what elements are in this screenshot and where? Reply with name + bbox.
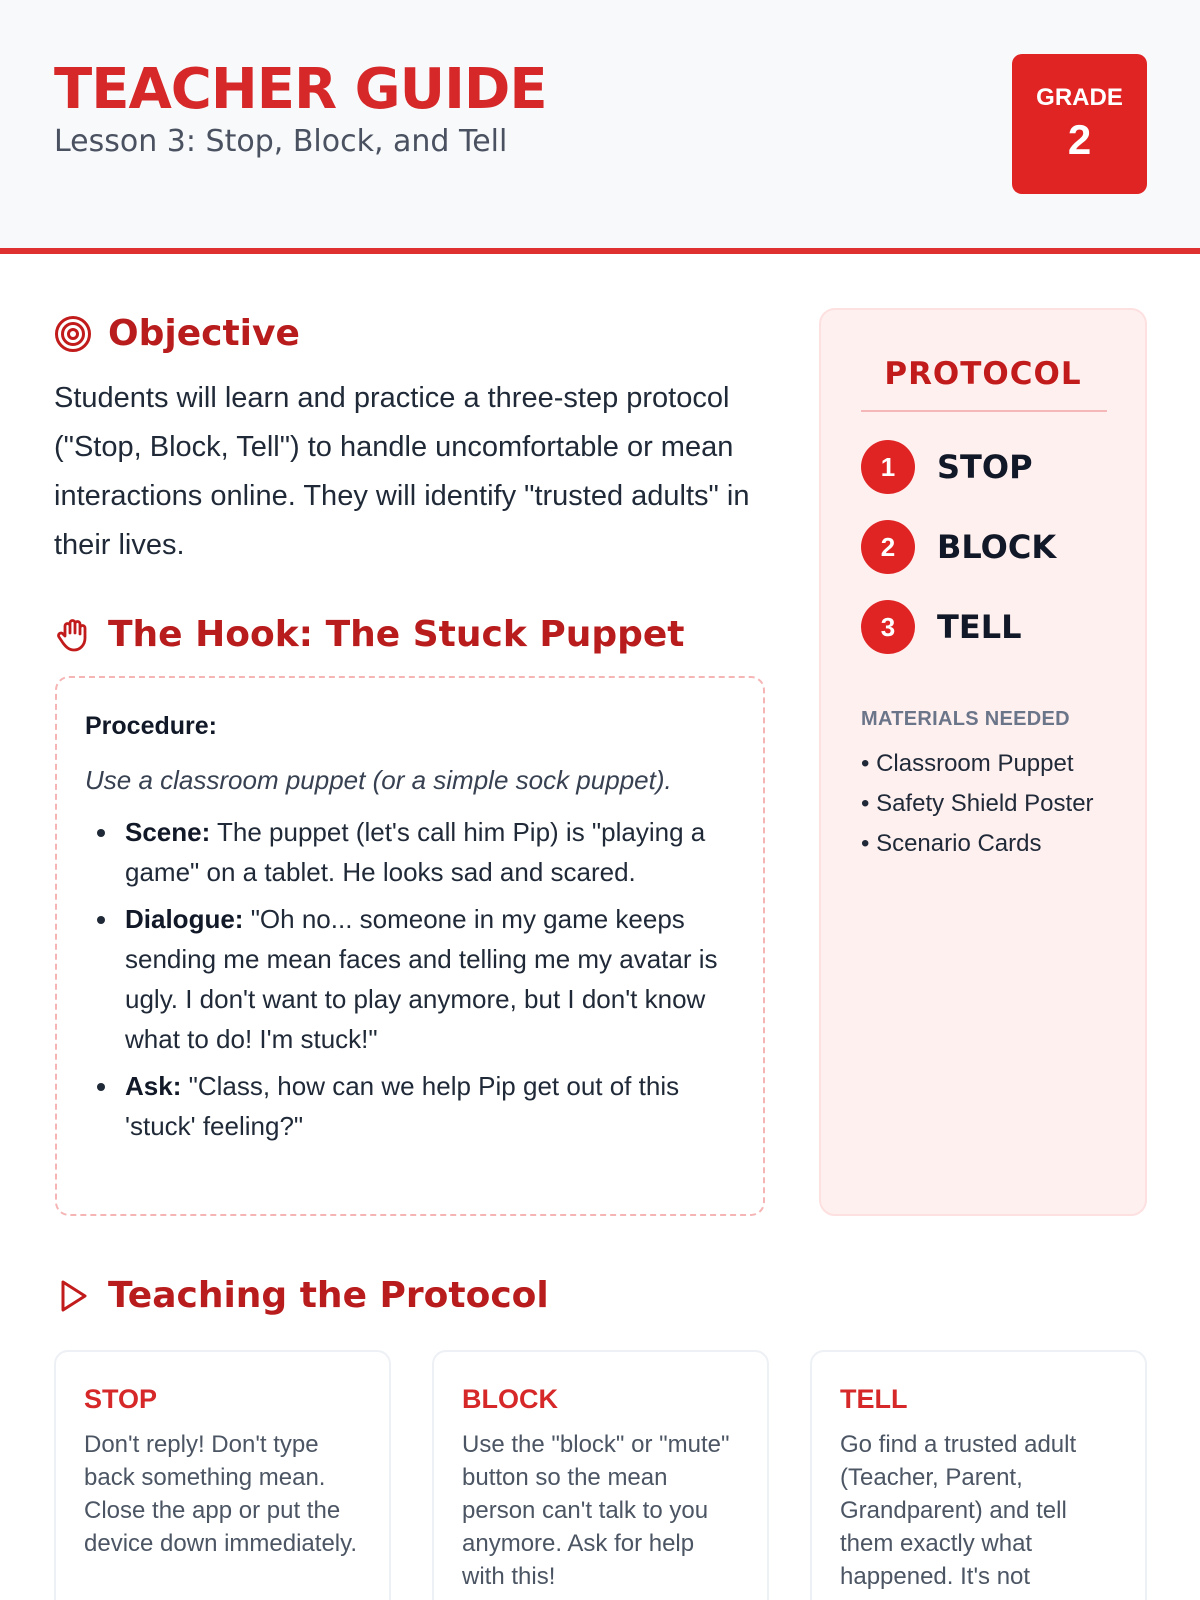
lesson-subtitle: Lesson 3: Stop, Block, and Tell bbox=[54, 124, 508, 159]
item-label: Dialogue: bbox=[125, 904, 244, 934]
procedure-label: Procedure: bbox=[85, 712, 217, 740]
card-title: TELL bbox=[840, 1384, 908, 1414]
card-text: Go find a trusted adult (Teacher, Parent, Grandparent) and tell them exactly what happened. It's not bbox=[840, 1431, 1077, 1590]
item-text: "Class, how can we help Pip get out of this 'stuck' feeling?" bbox=[125, 1071, 680, 1141]
teaching-heading bbox=[54, 1274, 549, 1318]
item-text: "Oh no... someone in my game keeps sending me mean faces and telling me my avatar is ugly. I don't want to play anymore, but I don't know what to do! I'm stuck!" bbox=[125, 904, 718, 1054]
materials-title: MATERIALS NEEDED bbox=[861, 708, 1070, 730]
grade-badge bbox=[1012, 54, 1147, 194]
target-icon bbox=[54, 315, 92, 353]
protocol-step bbox=[861, 440, 1033, 494]
grade-value: 2 bbox=[1067, 116, 1092, 163]
grade-label: GRADE bbox=[1036, 84, 1123, 111]
step-label: BLOCK bbox=[937, 528, 1057, 566]
page-header bbox=[0, 0, 1200, 254]
teaching-title: Teaching the Protocol bbox=[108, 1275, 549, 1316]
hook-heading bbox=[54, 613, 685, 657]
procedure-note: Use a classroom puppet (or a simple sock puppet). bbox=[85, 765, 672, 795]
step-label: STOP bbox=[937, 448, 1033, 486]
card-title: BLOCK bbox=[462, 1384, 558, 1414]
item-label: Scene: bbox=[125, 817, 211, 847]
hook-title: The Hook: The Stuck Puppet bbox=[108, 614, 685, 655]
card-title: STOP bbox=[84, 1384, 158, 1414]
protocol-step bbox=[861, 520, 1056, 574]
step-card-stop bbox=[54, 1350, 391, 1600]
step-label: TELL bbox=[937, 608, 1022, 646]
materials-list bbox=[861, 744, 1094, 864]
list-item: • Classroom Puppet bbox=[861, 744, 1094, 784]
list-item: • Safety Shield Poster bbox=[861, 784, 1094, 824]
protocol-step bbox=[861, 600, 1021, 654]
step-number: 1 bbox=[861, 440, 915, 494]
list-item: • Scenario Cards bbox=[861, 824, 1094, 864]
page-title: TEACHER GUIDE bbox=[54, 57, 547, 122]
list-item bbox=[85, 899, 735, 1059]
item-label: Ask: bbox=[125, 1071, 182, 1101]
objective-text: Students will learn and practice a three-step protocol ("Stop, Block, Tell") to handle uncomfortable or mean interactions online. They will identify "trusted adults" in their lives. bbox=[54, 382, 750, 561]
hand-icon bbox=[54, 616, 92, 654]
play-icon bbox=[54, 1277, 92, 1315]
objective-heading bbox=[54, 312, 300, 356]
card-text: Use the "block" or "mute" button so the mean person can't talk to you anymore. Ask for help with this! bbox=[462, 1431, 730, 1590]
divider bbox=[861, 410, 1107, 412]
procedure-list bbox=[85, 812, 735, 1146]
step-card-block bbox=[432, 1350, 769, 1600]
hook-procedure-box bbox=[55, 676, 765, 1216]
list-item bbox=[85, 812, 735, 892]
step-number: 2 bbox=[861, 520, 915, 574]
step-number: 3 bbox=[861, 600, 915, 654]
protocol-panel bbox=[819, 308, 1147, 1216]
item-text: The puppet (let's call him Pip) is "playing a game" on a tablet. He looks sad and scared. bbox=[125, 817, 706, 887]
objective-title: Objective bbox=[108, 313, 300, 354]
card-text: Don't reply! Don't type back something mean. Close the app or put the device down immediately. bbox=[84, 1431, 358, 1557]
list-item bbox=[85, 1066, 735, 1146]
step-card-tell bbox=[810, 1350, 1147, 1600]
protocol-title: PROTOCOL bbox=[884, 356, 1082, 392]
